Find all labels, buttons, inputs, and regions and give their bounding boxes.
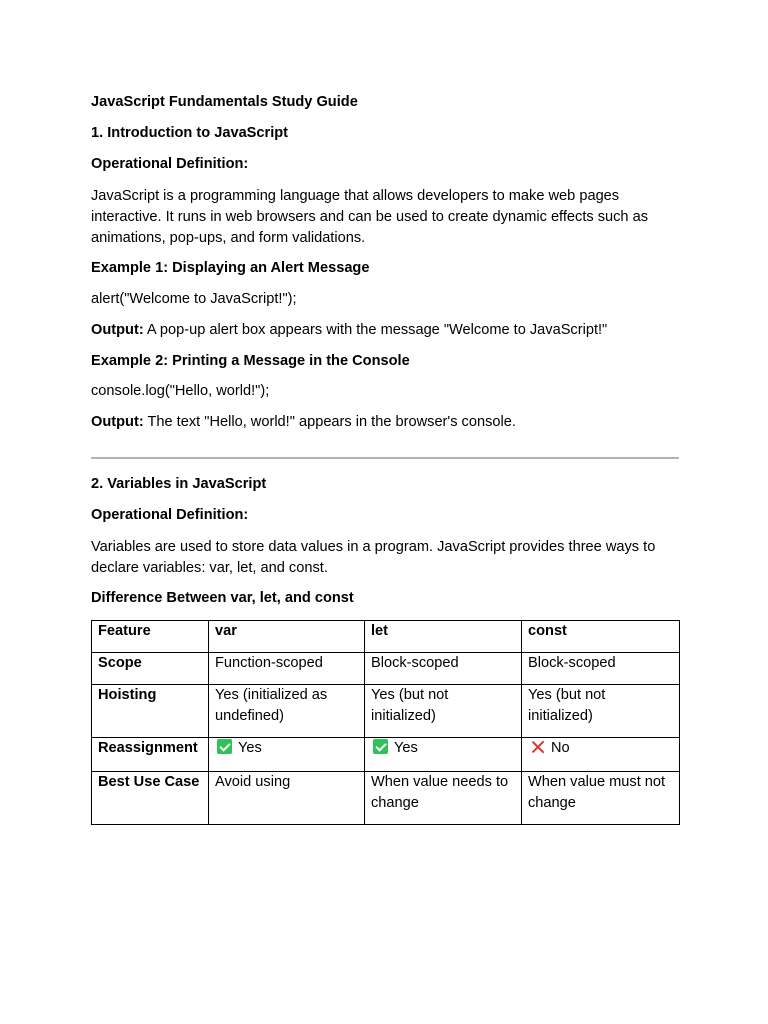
table-heading: Difference Between var, let, and const: [91, 590, 354, 606]
cell-var: Avoid using: [209, 772, 365, 825]
cross-mark-icon: [530, 739, 545, 754]
example-2-output-text: The text "Hello, world!" appears in the browser's console.: [143, 414, 516, 430]
section-1-heading: 1. Introduction to JavaScript: [91, 125, 289, 141]
example-1-code: alert("Welcome to JavaScript!");: [91, 291, 297, 307]
comparison-table: [91, 620, 680, 825]
example-2-heading: Example 2: Printing a Message in the Console: [91, 353, 410, 369]
output-label: Output:: [91, 322, 144, 338]
document-title: JavaScript Fundamentals Study Guide: [91, 94, 358, 110]
cell-var: Yes (initialized as undefined): [209, 685, 365, 738]
example-2-code: console.log("Hello, world!");: [91, 383, 270, 399]
table-row: [92, 653, 680, 685]
cell-let: [365, 738, 522, 772]
cell-var: [209, 738, 365, 772]
table-row: [92, 772, 680, 825]
section-1-definition: JavaScript is a programming language that allows developers to make web pages interactive. It runs in web browsers and can be used to create dynamic effects such as animations, pop-ups, and form validations.: [91, 188, 649, 246]
check-mark-icon: [217, 739, 232, 754]
example-1-output: [91, 320, 681, 341]
cell-let: Yes (but not initialized): [365, 685, 522, 738]
section-2-heading: 2. Variables in JavaScript: [91, 476, 267, 492]
section-2-definition-label: Operational Definition:: [91, 507, 249, 523]
example-1-heading: Example 1: Displaying an Alert Message: [91, 260, 370, 276]
cell-var: Function-scoped: [209, 653, 365, 685]
cell-const-text: No: [551, 740, 570, 756]
header-let: let: [365, 621, 522, 653]
cell-let-text: Yes: [394, 740, 418, 756]
section-2-definition: Variables are used to store data values in a program. JavaScript provides three ways to declare variables: var, let, and const.: [91, 539, 656, 576]
cell-feature: Hoisting: [92, 685, 209, 738]
cell-let: When value needs to change: [365, 772, 522, 825]
example-1-output-text: A pop-up alert box appears with the message "Welcome to JavaScript!": [143, 322, 608, 338]
table-row: [92, 685, 680, 738]
cell-var-text: Yes: [238, 740, 262, 756]
check-mark-icon: [373, 739, 388, 754]
example-2-output: [91, 412, 681, 433]
cell-let: Block-scoped: [365, 653, 522, 685]
cell-feature: Scope: [92, 653, 209, 685]
cell-feature: Reassignment: [92, 738, 209, 772]
header-var: var: [209, 621, 365, 653]
table-header-row: [92, 621, 680, 653]
cell-const: When value must not change: [522, 772, 680, 825]
section-1-definition-label: Operational Definition:: [91, 156, 249, 172]
cell-feature: Best Use Case: [92, 772, 209, 825]
header-const: const: [522, 621, 680, 653]
cell-const: Yes (but not initialized): [522, 685, 680, 738]
section-divider: [91, 457, 679, 459]
table-row: [92, 738, 680, 772]
output-label: Output:: [91, 414, 144, 430]
cell-const: [522, 738, 680, 772]
cell-const: Block-scoped: [522, 653, 680, 685]
header-feature: Feature: [92, 621, 209, 653]
